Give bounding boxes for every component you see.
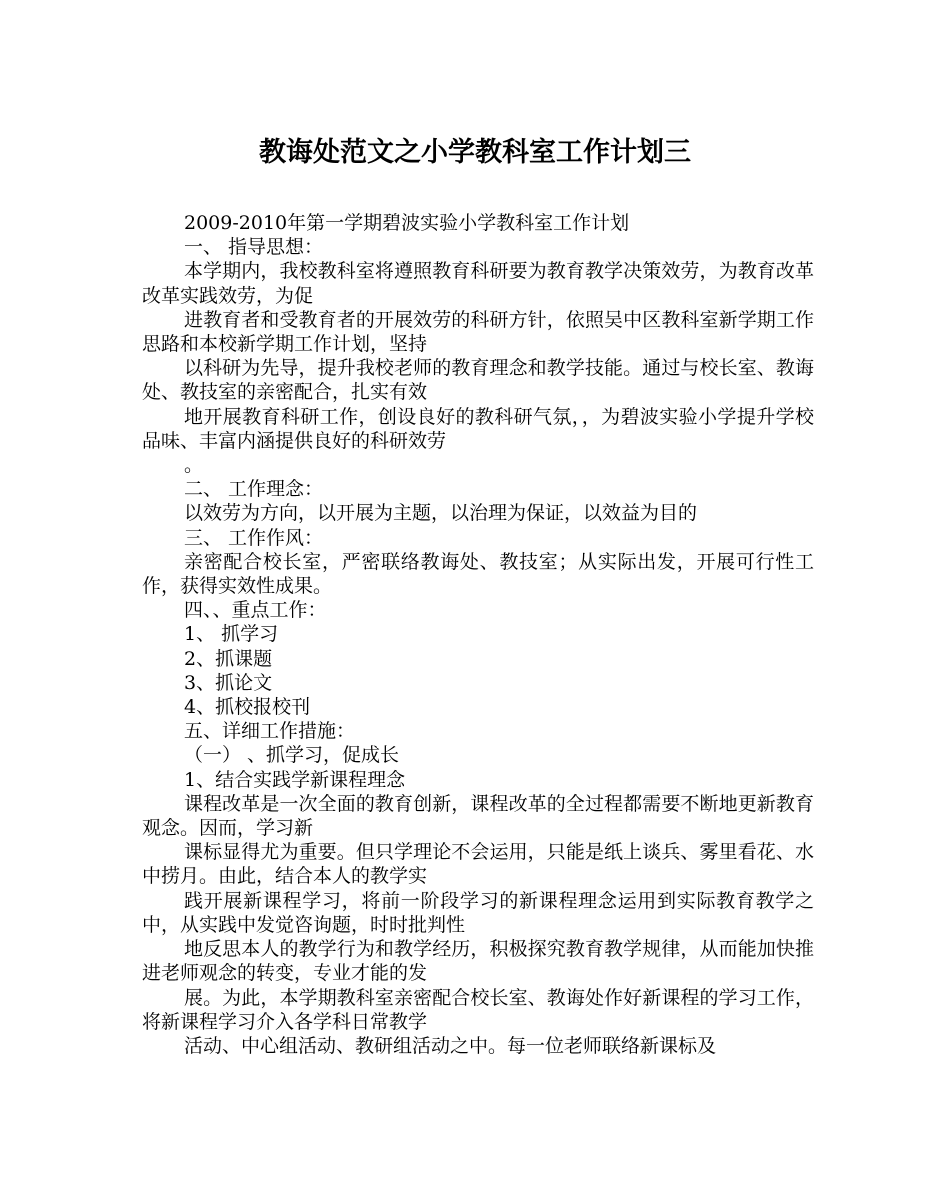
paragraph: 进教育者和受教育者的开展效劳的科研方针，依照吴中区教科室新学期工作思路和本校新学期工作计划，坚持	[142, 308, 814, 356]
subsection-heading: 1、结合实践学新课程理念	[184, 768, 406, 791]
section-heading: 二、 工作理念：	[184, 478, 324, 501]
section-heading: 四、、重点工作：	[184, 599, 327, 622]
paragraph: 课程改革是一次全面的教育创新，课程改革的全过程都需要不断地更新教育观念。因而，学习新	[142, 792, 814, 840]
paragraph: 亲密配合校长室，严密联络教诲处、教技室；从实际出发，开展可行性工作，获得实效性成果。	[142, 550, 814, 598]
document-title: 教诲处范文之小学教科室工作计划三	[259, 137, 691, 168]
paragraph: 以效劳为方向，以开展为主题，以治理为保证，以效益为目的	[184, 502, 698, 525]
paragraph: 地开展教育科研工作，创设良好的教科研气氛，，为碧波实验小学提升学校品味、丰富内涵提供良好的科研效劳	[142, 405, 814, 452]
list-item: 4、抓校报校刊	[184, 696, 311, 719]
paragraph: 课标显得尤为重要。但只学理论不会运用，只能是纸上谈兵、雾里看花、水中捞月。由此，结合本人的教学实	[142, 841, 814, 888]
paragraph: 展。为此，本学期教科室亲密配合校长室、教诲处作好新课程的学习工作，将新课程学习介入各学科日常教学	[142, 986, 814, 1033]
paragraph: 地反思本人的教学行为和教学经历，积极探究教育教学规律，从而能加快推进老师观念的转变，专业才能的发	[142, 938, 814, 985]
list-item: 3、抓论文	[184, 671, 273, 694]
paragraph: 活动、中心组活动、教研组活动之中。每一位老师联络新课标及	[184, 1034, 717, 1057]
section-heading: 一、 指导思想：	[184, 236, 324, 259]
paragraph: 2009-2010年第一学期碧波实验小学教科室工作计划	[184, 212, 630, 234]
section-heading: 三、 工作作风：	[184, 526, 324, 549]
paragraph: 本学期内，我校教科室将遵照教育科研要为教育教学决策效劳，为教育改革改革实践效劳，为促	[142, 260, 814, 307]
subsection-heading: （一） 、抓学习，促成长	[184, 744, 400, 767]
section-heading: 五、详细工作措施：	[184, 720, 356, 743]
document-body	[142, 211, 814, 1058]
paragraph: 以科研为先导，提升我校老师的教育理念和教学技能。通过与校长室、教诲处、教技室的亲密配合，扎实有效	[142, 357, 814, 404]
paragraph: 践开展新课程学习，将前一阶段学习的新课程理念运用到实际教育教学之中，从实践中发觉咨询题，时时批判性	[142, 889, 814, 936]
paragraph: 。	[184, 454, 204, 477]
list-item: 2、抓课题	[184, 647, 273, 670]
list-item: 1、 抓学习	[184, 623, 279, 646]
